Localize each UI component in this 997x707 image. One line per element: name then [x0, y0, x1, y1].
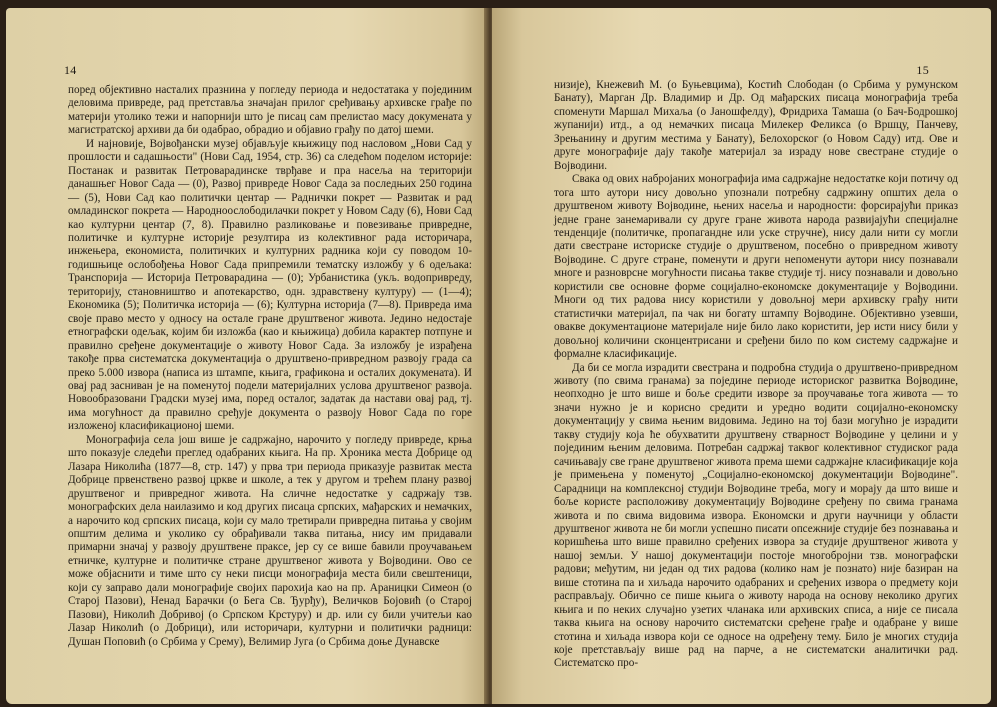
paragraph: Свака од ових набројаних монографија има садржајне недостатке који потичу од тога што аутори нису довољно упознали потребну садржину општих дела о друштвеном животу Војводине, њених насеља и народности: форсирајући приказ једне гране занемаривали су друге гране живота народа развијајући специјалне тенденције (политичке, пропагандне или уске стручне), нису дали нити су могли дати свестране историске студије о друштвеном, посебно о привредном животу Војводине. С друге стране, поменути и други непоменути аутори нису познавали многе и разноврсне могућности писања такве студије тј. нису познавали и довољно користили све основне форме социјално-економске документације у Војводини. Многи од тих радова нису користили у довољној мери архивску грађу нити статистички материјал, па чак ни богату штампу Војводине. Објективно узевши, овакве документационе материјале није било лако користити, јер исти нису били у довољној количини сконцентрисани и сређени било по ком систему садржајне и формалне класификације.	[554, 173, 958, 361]
page-number-right: 15	[916, 63, 929, 77]
paragraph: Да би се могла израдити свестрана и подробна студија о друштвено-привредном животу (по свима гранама) за поједине периоде историског развитка Војводине, неопходно је што више и боље средити изворе за проучавање тога живота — то значи нужно је и корисно средити и уредно водити социјално-економску документацију у свима њеним видовима. Једино на тој бази могућно је израдити такву студију која ће обухватити друштвену стварност Војводине у целини и у појединим њеним деловима. Потребан садржај таквог колективног студиског рада сачињавају све гране друштвеног живота према шеми садржајне класификације која је примењена у поменутој „Социјално-економској документацији Војводине". Сарадници на комплексној студији Војводине треба, могу и морају да што више и боље користе расположиву документацију Војводине сређену по свима гранама живота и по свима видовима извора. Економски и други научници у области друштвеног живота не би могли успешно писати опсежније студије без познавања и коришћења што више правилно сређених извора за студије друштвеног живота у нашој земљи. У нашој документацији постоје многобројни тзв. монографски радови; међутим, ни један од тих радова (колико нам је познато) није базиран на више стотина па и хиљада нарочито одабраних и сређених извора о предмету који расправљају. Обично се пише књига о животу народа на основу неколико других књига и по неких случајно узетих чланака или архивских списа, а није се писала таква књига на основу нарочито систематски сређене грађе и одабране у више стотина и хиљада извора који се односе на одређену тему. Било је многих студија које претстављају више рад на парче, а не систематски аналитички рад. Систематско про-	[554, 361, 958, 670]
left-page-text	[68, 84, 472, 649]
page-number-left: 14	[64, 63, 77, 77]
paragraph: И најновије, Војвођански музеј објављује књижицу под насловом „Нови Сад у прошлости и садашњости" (Нови Сад, 1954, стр. 36) са следећом поделом историје: Постанак и развитак Петроварадинске тврђаве и пра насеља на територији данашњег Новог Сада — (0), Развој привреде Новог Сада за последњих 250 година — (5), Нови Сад као политички центар — Раднички покрет — Развитак и рад омладинског покрета — Народноослободилачки покрет у Новом Саду (6), Нови Сад као културни центар (7, 8). Правилно разликовање и повезивање привредне, политичке и културне историје резултира из колективног рада историчара, инжењера, економиста, политичких и културних радника који су поводом 10-годишњице ослобођења Новог Сада припремили тематску изложбу у 6 одељака: Транспорија — Историја Петроварадина — (0); Урбанистика (укљ. водопривреду, територију, становништво и апотекарство, одн. здравствену културу) — (1—4); Економика (5); Политичка историја — (6); Културна историја (7—8). Привреда има своје право место у односу на остале гране друштвеног живота. Једино недостаје етнографски одељак, којим би изложба (као и књижица) добила карактер потпуне и правилно сређене документације о животу Новог Сада. За изложбу је израђена такође прва систематска документација о друштвено-привредном развоју града са преко 5.000 извора (написа из штампе, књига, графикона и осталих докумената). И овај рад засниван је на поменутој подели материјалних услова друштвеног развоја. Новообразовани Градски музеј има, поред осталог, задатак да настави овај рад, тј. има могућност да правилно сређује документа о развоју Новог Сада по горе изложеној класификационој шеми.	[68, 137, 472, 433]
paragraph: Монографија села још више је садржајно, нарочито у погледу привреде, крња што показује следећи преглед одабраних књига. На пр. Хроника места Добрице од Лазара Николића (1877—8, стр. 147) у прва три периода приказује развитак места Добрице првенствено развој цркве и школе, а тек у другом и трећем плану развој друштвеног и привредног живота. На сличне недостатке у садржају тзв. монографских дела наилазимо и код других писаца српских, мађарских и немачких, а нарочито код српских писаца, који су мало третирали привредна питања у својим општим делима и уколико су обрађивали таква питања, нису им придавали примарни значај у развоју друштвене праксе, јер су се више бавили проучавањем етничке, културне и политичке стране друштвеног живота у Војводини. Ово се може објаснити и тиме што су неки писци монографија места били свештеници, који су заправо дали монографије својих парохија као на пр. Араницки Симеон (о Старој Пазови), Ненад Барачки (о Бега Св. Ђурђу), Величков Бојовић (о Старој Пазови), Николић Добривој (о Српском Крстуру) и др. или су били учитељи као Лазар Николић (о Добрици), или историчари, културни и политички радници: Душан Поповић (о Србима у Срему), Велимир Југа (о Србима доње Дунавске	[68, 433, 472, 648]
right-page	[492, 8, 991, 704]
left-page	[6, 8, 490, 704]
right-page-text	[554, 79, 958, 671]
paragraph: поред објективно насталих празнина у погледу периода и недостатака у појединим деловима привреде, рад претставља значајан прилог сређивању архивске грађе по материји утолико тежи и напорнији што је писац сам прелистао масу докумената у магистратској архиви да би одабрао, обрадио и објавио грађу по датој шеми.	[68, 84, 472, 137]
paragraph: низије), Кнежевић М. (о Буњевцима), Костић Слободан (о Србима у румунском Банату), Марган Др. Владимир и Др. Од мађарских писаца монографија треба споменути Маршал Михаља (о Јаношфелду), Фридриха Тамаша (о Бач-Бодрошкој жупанији) итд., а од немачких писаца Милекер Феликса (о Вршцу, Панчеву, Зрењанину и другим местима у Банату), Белохорског (о Новом Саду) итд. Ове и друге монографије дају такође материјал за израду нове свестране студије о Војводини.	[554, 79, 958, 172]
